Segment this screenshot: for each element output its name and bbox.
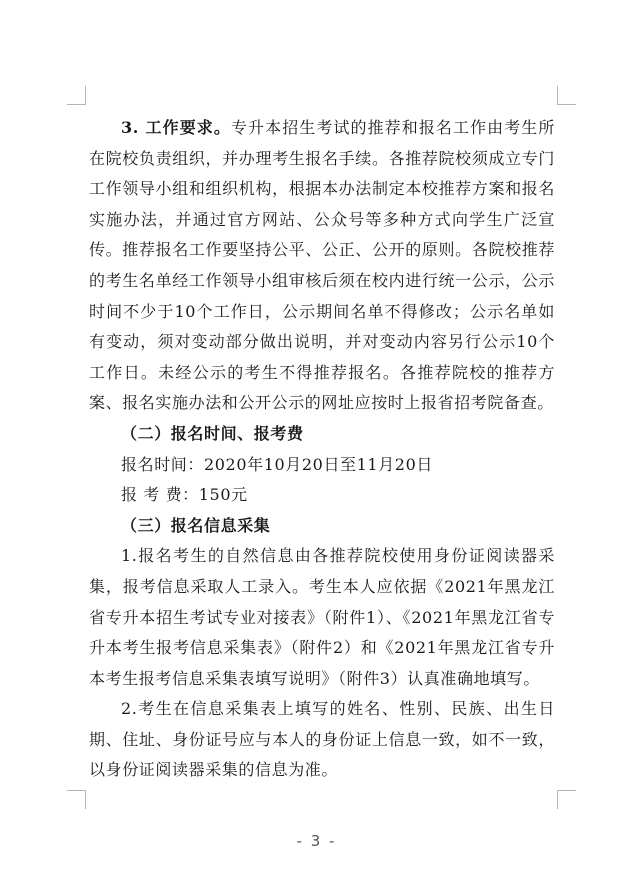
heading-info-collection: （三）报名信息采集	[121, 515, 271, 535]
crop-mark-top-right	[557, 86, 576, 105]
crop-mark-bottom-left	[67, 790, 86, 809]
paragraph-lead: 3. 工作要求。	[121, 118, 231, 137]
paragraph-work-requirements	[89, 113, 555, 419]
paragraph-item-2: 2.考生在信息采集表上填写的姓名、性别、民族、出生日期、住址、身份证号应与本人的身份证上信息一致，如不一致，以身份证阅读器采集的信息为准。	[89, 699, 555, 780]
registration-time: 报名时间：2020年10月20日至11月20日	[121, 454, 433, 474]
document-body	[89, 113, 555, 786]
crop-mark-bottom-right	[557, 790, 576, 809]
page-number: - 3 -	[296, 832, 337, 850]
paragraph-item-1: 1.报名考生的自然信息由各推荐院校使用身份证阅读器采集，报考信息采取人工录入。考生本人应依据《2021年黑龙江省专升本招生考试专业对接表》（附件1）、《2021年黑龙江省专升本考生报考信息采集表》（附件2）和《2021年黑龙江省专升本考生报考信息采集表填写说明》（附件3）认真准确地填写。	[89, 546, 555, 688]
paragraph-text: 专升本招生考试的推荐和报名工作由考生所在院校负责组织，并办理考生报名手续。各推荐院校须成立专门工作领导小组和组织机构，根据本办法制定本校推荐方案和报名实施办法，并通过官方网站、公众号等多种方式向学生广泛宣传。推荐报名工作要坚持公平、公正、公开的原则。各院校推荐的考生名单经工作领导小组审核后须在校内进行统一公示，公示时间不少于10个工作日，公示期间名单不得修改；公示名单如有变动，须对变动部分做出说明，并对变动内容另行公示10个工作日。未经公示的考生不得推荐报名。各推荐院校的推荐方案、报名实施办法和公开公示的网址应按时上报省招考院备查。	[89, 118, 555, 413]
registration-fee: 报 考 费：150元	[121, 485, 248, 505]
heading-registration-time-fee: （二）报名时间、报考费	[121, 423, 304, 443]
crop-mark-top-left	[67, 86, 86, 105]
